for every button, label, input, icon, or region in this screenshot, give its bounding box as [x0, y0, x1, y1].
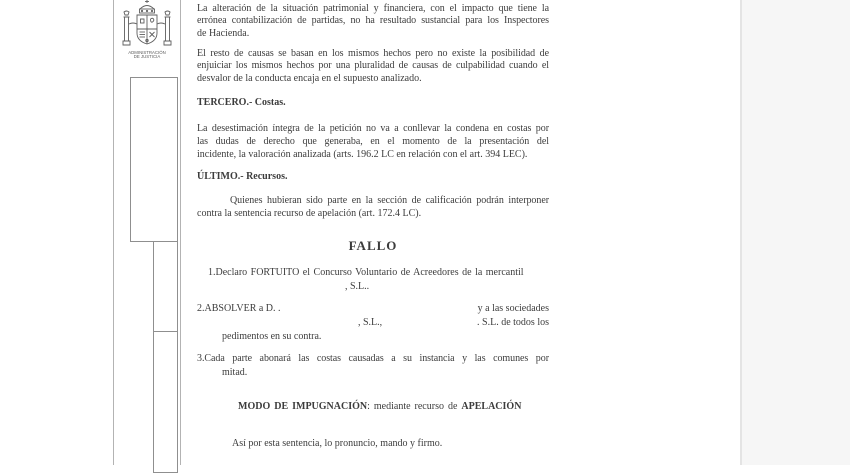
- item-2-de-todos-text: . S.L. de todos los: [477, 317, 549, 328]
- margin-separator-rule: [180, 0, 181, 465]
- paragraph-4-line-1: Quienes hubieran sido parte en la sección de calificación podrán interponer: [230, 195, 549, 206]
- administracion-de-justicia-label: [122, 51, 172, 60]
- spain-coat-of-arms-icon: [120, 0, 174, 50]
- fallo-item-2-line-3: pedimentos en su contra.: [222, 331, 322, 342]
- paragraph-2-line-2: enjuiciar los mismos hechos por una pluralidad de causas de culpabilidad cuando el: [197, 60, 549, 71]
- item-2-sociedades-text: y a las sociedades: [477, 303, 549, 314]
- caption-line-1: ADMINISTRACIÓN: [128, 51, 166, 56]
- modo-apelacion-label: APELACIÓN: [461, 401, 522, 412]
- page-left-rule: [113, 0, 114, 465]
- fallo-item-3-line-2: mitad.: [222, 367, 248, 378]
- margin-box-bottom: [153, 331, 178, 473]
- paragraph-1-line-1: La alteración de la situación patrimonial y financiera, con el impacto que tiene la: [197, 3, 549, 14]
- item-2-sl-text: , S.L.,: [358, 317, 383, 328]
- fallo-item-1-line-2: , S.L..: [345, 281, 370, 292]
- modo-impugnacion-line: [238, 400, 558, 413]
- closing-sentence: Así por esta sentencia, lo pronuncio, mando y firmo.: [232, 438, 443, 449]
- paragraph-3-line-1: La desestimación íntegra de la petición no va a conllevar la condena en costas por: [197, 123, 549, 134]
- paragraph-3-line-2: las dudas de derecho que generaba, en el momento de la presentación del: [197, 136, 549, 147]
- viewer-side-panel: [740, 0, 850, 465]
- fallo-item-1-line-1: 1.Declaro FORTUITO el Concurso Voluntario de Acreedores de la mercantil: [208, 267, 524, 278]
- fallo-item-3-line-1: 3.Cada parte abonará las costas causadas a su instancia y las comunes por: [197, 353, 549, 364]
- heading-fallo: FALLO: [348, 238, 398, 253]
- fallo-item-2-line-1: [197, 302, 549, 315]
- paragraph-3-line-3: incidente, la valoración analizada (arts. 196.2 LC en relación con el art. 394 LEC).: [197, 149, 528, 160]
- paragraph-4-line-2: contra la sentencia recurso de apelación (art. 172.4 LC).: [197, 208, 422, 219]
- caption-line-2: DE JUSTICIA: [133, 55, 161, 60]
- margin-box-top: [130, 77, 178, 242]
- paragraph-1-line-3: de Hacienda.: [197, 28, 250, 39]
- margin-box-middle: [153, 241, 178, 332]
- paragraph-2-line-1: El resto de causas se basan en los mismos hechos pero no existe la posibilidad de: [197, 48, 549, 59]
- item-2-absolver-text: 2.ABSOLVER a D. .: [197, 303, 281, 314]
- modo-impugnacion-label: MODO DE IMPUGNACIÓN: [238, 401, 368, 412]
- fallo-item-2-line-2: [197, 316, 549, 329]
- heading-ultimo-recursos: ÚLTIMO.- Recursos.: [197, 171, 288, 182]
- heading-tercero-costas: TERCERO.- Costas.: [197, 97, 286, 108]
- modo-impugnacion-middle: : mediante recurso de: [367, 401, 462, 412]
- paragraph-2-line-3: desvalor de la conducta encaja en el supuesto analizado.: [197, 73, 422, 84]
- paragraph-1-line-2: errónea contabilización de partidas, no ha resultado sustancial para los Inspectores: [197, 15, 549, 26]
